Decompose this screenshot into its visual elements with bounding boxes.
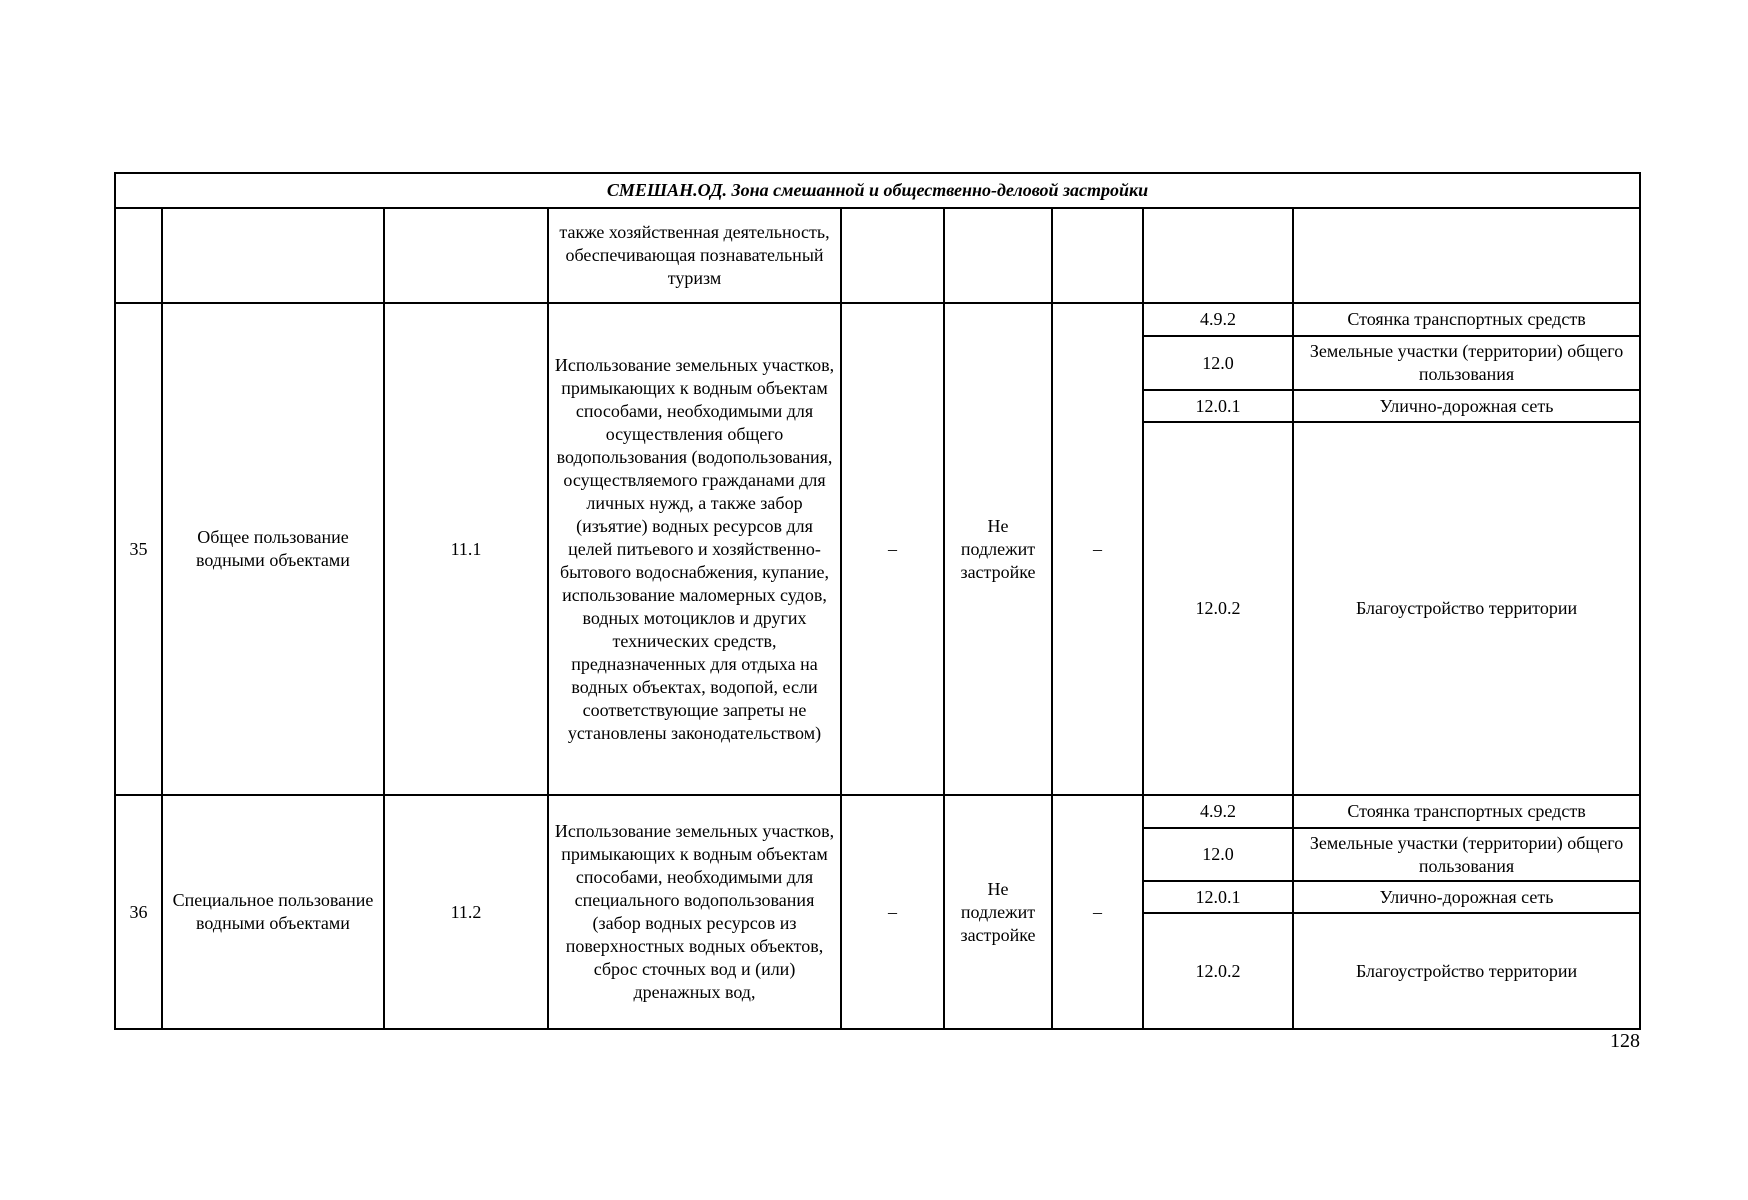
cell-name: Специальное пользование водными объектами [162, 795, 384, 1029]
cell-param3: – [1052, 303, 1143, 795]
cell-use-name [1293, 208, 1640, 303]
cell-param2 [944, 208, 1052, 303]
cell-description: Использование земельных участков, примыкающих к водным объектам способами, необходимыми для специального водопользования (забор водных ресурсов из поверхностных водных объектов, сброс сточных вод и (или) дренажных вод, [548, 795, 841, 1029]
cell-use-code: 12.0.2 [1143, 913, 1293, 1029]
table-row-36 [115, 795, 1640, 828]
cell-num [115, 208, 162, 303]
cell-use-code: 12.0.1 [1143, 390, 1293, 422]
page-number: 128 [1610, 1030, 1640, 1052]
cell-use-name: Благоустройство территории [1293, 913, 1640, 1029]
cell-use-code: 12.0 [1143, 828, 1293, 881]
cell-use-name: Земельные участки (территории) общего пользования [1293, 828, 1640, 881]
cell-param1 [841, 208, 944, 303]
cell-num: 36 [115, 795, 162, 1029]
cell-param3 [1052, 208, 1143, 303]
cell-num: 35 [115, 303, 162, 795]
zone-table [114, 172, 1641, 1030]
cell-use-code: 4.9.2 [1143, 795, 1293, 828]
zone-title: СМЕШАН.ОД. Зона смешанной и общественно-деловой застройки [115, 173, 1640, 208]
cell-code: 11.1 [384, 303, 548, 795]
cell-param2: Не подлежит застройке [944, 795, 1052, 1029]
cell-use-code: 12.0.2 [1143, 422, 1293, 795]
cell-param2: Не подлежит застройке [944, 303, 1052, 795]
cell-code [384, 208, 548, 303]
cell-use-name: Стоянка транспортных средств [1293, 795, 1640, 828]
cell-name [162, 208, 384, 303]
cell-use-name: Улично-дорожная сеть [1293, 881, 1640, 913]
cell-description: также хозяйственная деятельность, обеспечивающая познавательный туризм [548, 208, 841, 303]
cell-use-code: 12.0 [1143, 336, 1293, 390]
cell-use-name: Стоянка транспортных средств [1293, 303, 1640, 336]
cell-use-name: Земельные участки (территории) общего пользования [1293, 336, 1640, 390]
cell-param3: – [1052, 795, 1143, 1029]
cell-name: Общее пользование водными объектами [162, 303, 384, 795]
table-row-35 [115, 303, 1640, 336]
cell-param1: – [841, 795, 944, 1029]
cell-use-name: Благоустройство территории [1293, 422, 1640, 795]
table-row [115, 208, 1640, 303]
cell-use-code [1143, 208, 1293, 303]
cell-description: Использование земельных участков, примыкающих к водным объектам способами, необходимыми для осуществления общего водопользования (водопользования, осуществляемого гражданами для личных нужд, а также забор (изъятие) водных ресурсов для целей питьевого и хозяйственно-бытового водоснабжения, купание, использование маломерных судов, водных мотоциклов и других технических средств, предназначенных для отдыха на водных объектах, водопой, если соответствующие запреты не установлены законодательством) [548, 303, 841, 795]
cell-code: 11.2 [384, 795, 548, 1029]
cell-use-code: 4.9.2 [1143, 303, 1293, 336]
cell-use-code: 12.0.1 [1143, 881, 1293, 913]
cell-use-name: Улично-дорожная сеть [1293, 390, 1640, 422]
cell-param1: – [841, 303, 944, 795]
